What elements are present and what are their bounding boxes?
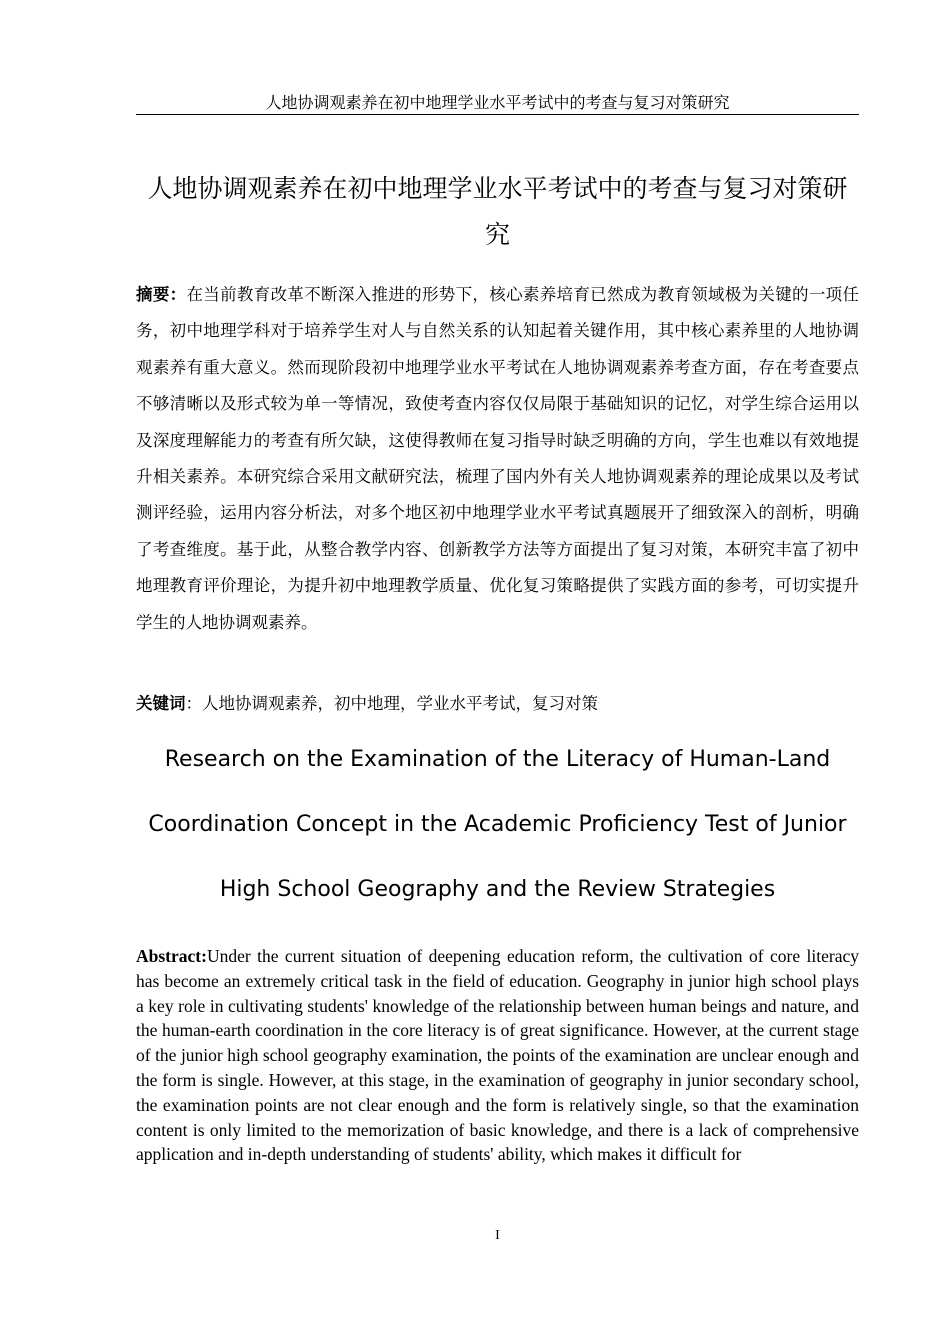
chinese-abstract bbox=[136, 277, 859, 641]
chinese-title: 人地协调观素养在初中地理学业水平考试中的考查与复习对策研究 bbox=[147, 174, 848, 249]
chinese-keywords-label: 关键词 bbox=[136, 694, 186, 713]
english-title: Research on the Examination of the Literacy of Human-Land Coordination Concept in the Academic Proficiency Test of Junior High School Geography and the Review Strategies bbox=[148, 747, 847, 902]
chinese-abstract-label: 摘要： bbox=[136, 285, 187, 304]
page-number: I bbox=[495, 1228, 500, 1243]
chinese-keywords bbox=[136, 686, 859, 722]
header-rule bbox=[136, 114, 859, 115]
english-abstract-label: Abstract: bbox=[136, 946, 207, 966]
chinese-abstract-text: 在当前教育改革不断深入推进的形势下，核心素养培育已然成为教育领域极为关键的一项任务，初中地理学科对于培养学生对人与自然关系的认知起着关键作用，其中核心素养里的人地协调观素养有重大意义。然而现阶段初中地理学业水平考试在人地协调观素养考查方面，存在考查要点不够清晰以及形式较为单一等情况，致使考查内容仅仅局限于基础知识的记忆，对学生综合运用以及深度理解能力的考查有所欠缺，这使得教师在复习指导时缺乏明确的方向，学生也难以有效地提升相关素养。本研究综合采用文献研究法，梳理了国内外有关人地协调观素养的理论成果以及考试测评经验，运用内容分析法，对多个地区初中地理学业水平考试真题展开了细致深入的剖析，明确了考查维度。基于此，从整合教学内容、创新教学方法等方面提出了复习对策，本研究丰富了初中地理教育评价理论，为提升初中地理教学质量、优化复习策略提供了实践方面的参考，可切实提升学生的人地协调观素养。 bbox=[136, 285, 860, 632]
english-abstract bbox=[136, 944, 859, 1167]
english-abstract-text: Under the current situation of deepening education reform, the cultivation of core literacy has become an extremely critical task in the field of education. Geography in junior high school plays a key role in cultivating students' knowledge of the relationship between human beings and nature, and the human-earth coordination in the core literacy is of great significance. However, at the current stage of the junior high school geography examination, the points of the examination are unclear enough and the form is single. However, at this stage, in the examination of geography in junior secondary school, the examination points are not clear enough and the form is relatively single, so that the examination content is only limited to the memorization of basic knowledge, and there is a lack of comprehensive application and in-depth understanding of students' ability, which makes it difficult for bbox=[136, 946, 859, 1165]
chinese-keywords-text: ：人地协调观素养，初中地理，学业水平考试，复习对策 bbox=[185, 694, 598, 713]
running-header: 人地协调观素养在初中地理学业水平考试中的考查与复习对策研究 bbox=[265, 93, 730, 112]
